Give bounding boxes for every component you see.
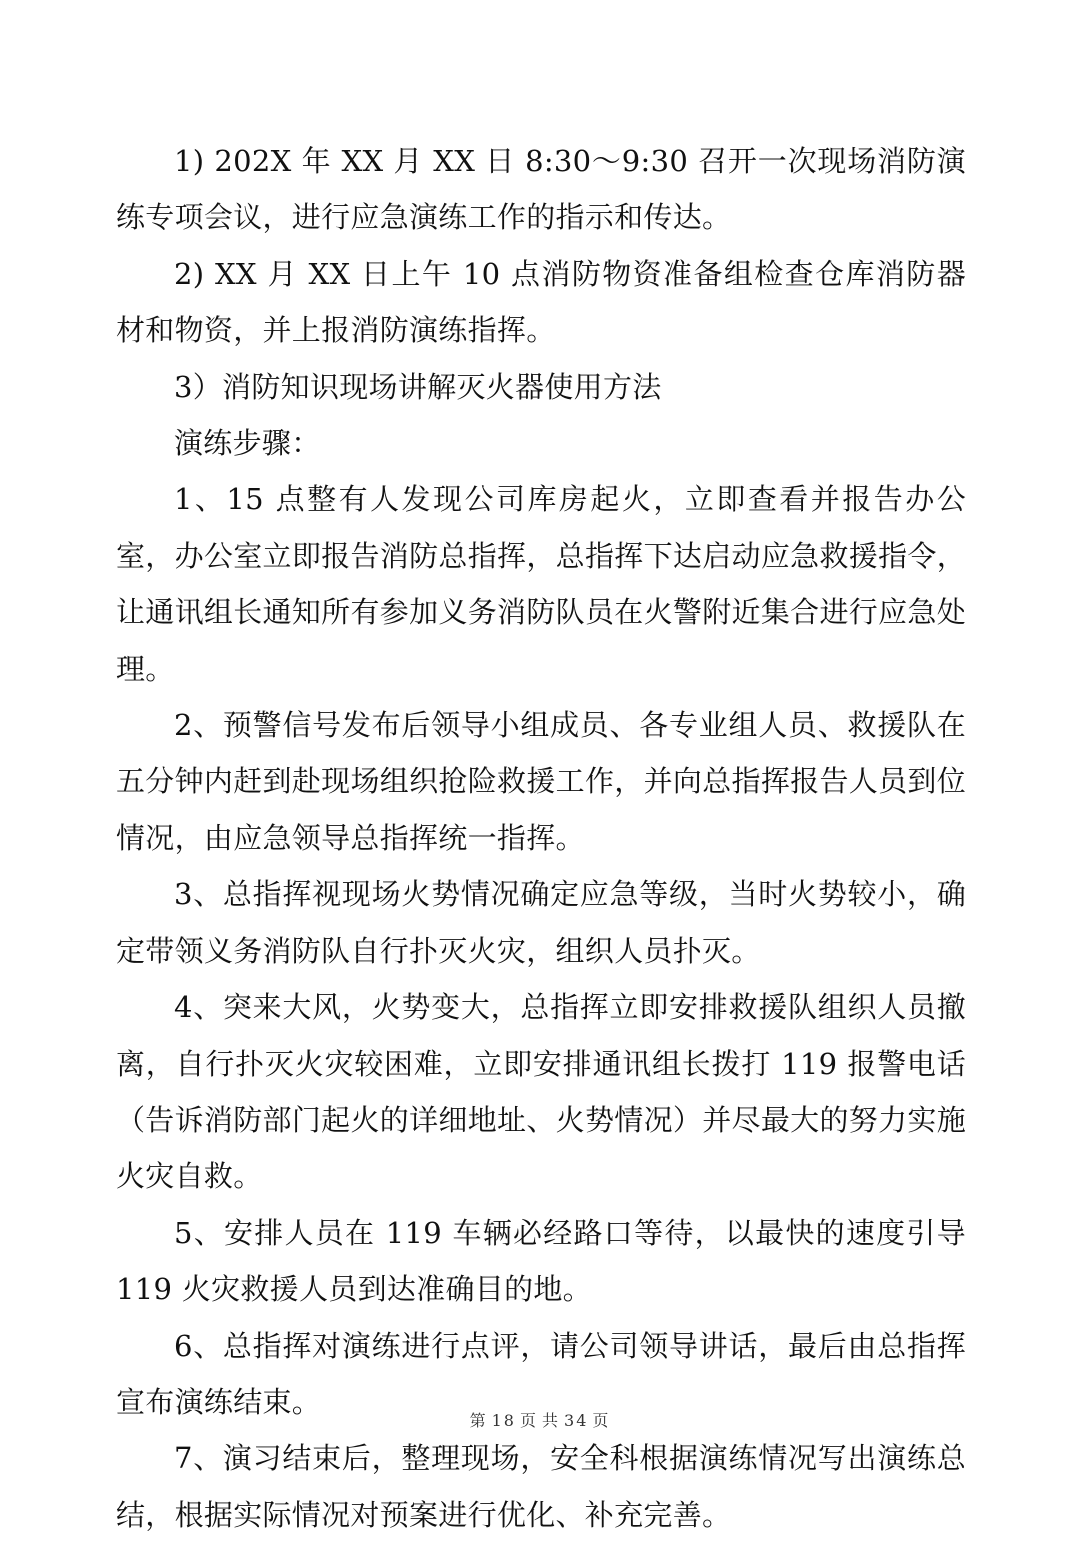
footer-page-word: 页 (519, 1411, 538, 1430)
paragraph: 2、预警信号发布后领导小组成员、各专业组人员、救援队在五分钟内赶到赴现场组织抢险救援工作，并向总指挥报告人员到位情况，由应急领导总指挥统一指挥。 (116, 708, 966, 855)
paragraph: 4、突来大风，火势变大，总指挥立即安排救援队组织人员撤离，自行扑灭火灾较困难，立即安排通讯组长拨打 119 报警电话（告诉消防部门起火的详细地址、火势情况）并尽最大的努力实施火灾自救。 (116, 990, 966, 1194)
paragraph: 3、总指挥视现场火势情况确定应急等级，当时火势较小，确定带领义务消防队自行扑灭火灾，组织人员扑灭。 (116, 877, 966, 968)
footer-prefix: 第 (469, 1411, 488, 1430)
paragraph: 1、15 点整有人发现公司库房起火，立即查看并报告办公室，办公室立即报告消防总指挥，总指挥下达启动应急救援指令，让通讯组长通知所有参加义务消防队员在火警附近集合进行应急处理。 (116, 482, 966, 686)
paragraph: 5、安排人员在 119 车辆必经路口等待，以最快的速度引导 119 火灾救援人员到达准确目的地。 (116, 1215, 966, 1307)
paragraph: 3）消防知识现场讲解灭火器使用方法 (174, 369, 662, 404)
document-body (116, 133, 966, 1543)
footer-total-word: 共 (542, 1411, 561, 1430)
paragraph: 7、演习结束后，整理现场，安全科根据演练情况写出演练总结，根据实际情况对预案进行优化、补充完善。 (116, 1441, 966, 1532)
current-page-number: 18 (491, 1411, 516, 1430)
total-page-number: 34 (564, 1411, 589, 1430)
paragraph: 6、总指挥对演练进行点评，请公司领导讲话，最后由总指挥宣布演练结束。 (116, 1328, 966, 1419)
paragraph: 1) 202X 年 XX 月 XX 日 8:30～9:30 召开一次现场消防演练专项会议，进行应急演练工作的指示和传达。 (116, 144, 966, 235)
footer-suffix: 页 (592, 1411, 611, 1430)
section-heading: 演练步骤： (174, 426, 321, 461)
page-footer (0, 1408, 1080, 1431)
paragraph: 2) XX 月 XX 日上午 10 点消防物资准备组检查仓库消防器材和物资，并上报消防演练指挥。 (116, 256, 966, 348)
